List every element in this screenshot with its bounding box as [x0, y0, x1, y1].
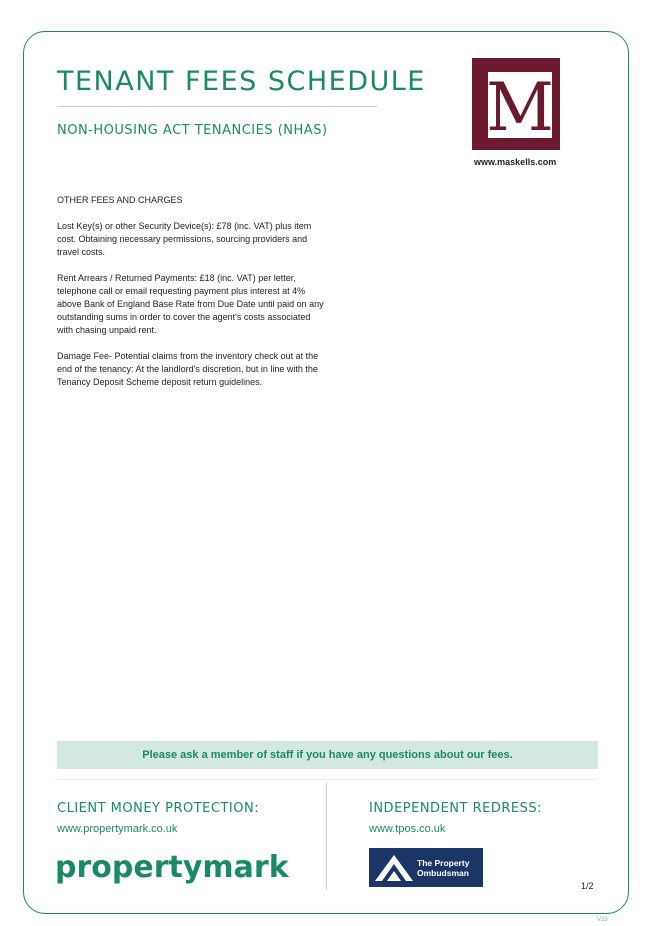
- propertymark-logo: propertymark: [55, 850, 289, 885]
- client-money-heading: CLIENT MONEY PROTECTION:: [57, 801, 260, 816]
- version-label: V33: [597, 917, 608, 923]
- property-ombudsman-logo: [369, 848, 483, 887]
- redress-heading: INDEPENDENT REDRESS:: [369, 801, 542, 816]
- questions-banner: [57, 741, 598, 769]
- title-divider: [57, 106, 377, 107]
- company-website[interactable]: www.maskells.com: [474, 157, 557, 167]
- ombudsman-logo-text: The Property Ombudsman: [417, 857, 470, 878]
- tpos-link[interactable]: www.tpos.co.uk: [369, 823, 446, 835]
- page-number: 1/2: [581, 881, 594, 891]
- fees-content: [57, 194, 325, 402]
- svg-text:M: M: [486, 69, 554, 146]
- propertymark-link[interactable]: www.propertymark.co.uk: [57, 823, 178, 835]
- fee-paragraph: Lost Key(s) or other Security Device(s): £78 (inc. VAT) plus item cost. Obtaining necessary permissions, sourcing providers and travel costs.: [57, 221, 312, 257]
- fee-paragraph: Damage Fee- Potential claims from the inventory check out at the end of the tenancy: At the landlord's discretion, but in line with the Tenancy Deposit Scheme deposit return guidelines.: [57, 351, 319, 387]
- banner-text: Please ask a member of staff if you have any questions about our fees.: [142, 749, 513, 761]
- maskells-logo: [472, 58, 560, 150]
- page-subtitle: NON-HOUSING ACT TENANCIES (NHAS): [57, 123, 328, 138]
- fee-paragraph: Rent Arrears / Returned Payments: £18 (inc. VAT) per letter, telephone call or email requesting payment plus interest at 4% above Bank of England Base Rate from Due Date until paid on any outstanding sums in order to cover the agent's costs associated with chasing unpaid rent.: [57, 273, 324, 335]
- footer-divider: [57, 779, 598, 780]
- page-title: TENANT FEES SCHEDULE: [57, 66, 426, 97]
- ombudsman-house-icon: [373, 852, 415, 883]
- footer-column-divider: [326, 782, 327, 890]
- section-heading: OTHER FEES AND CHARGES: [57, 195, 183, 205]
